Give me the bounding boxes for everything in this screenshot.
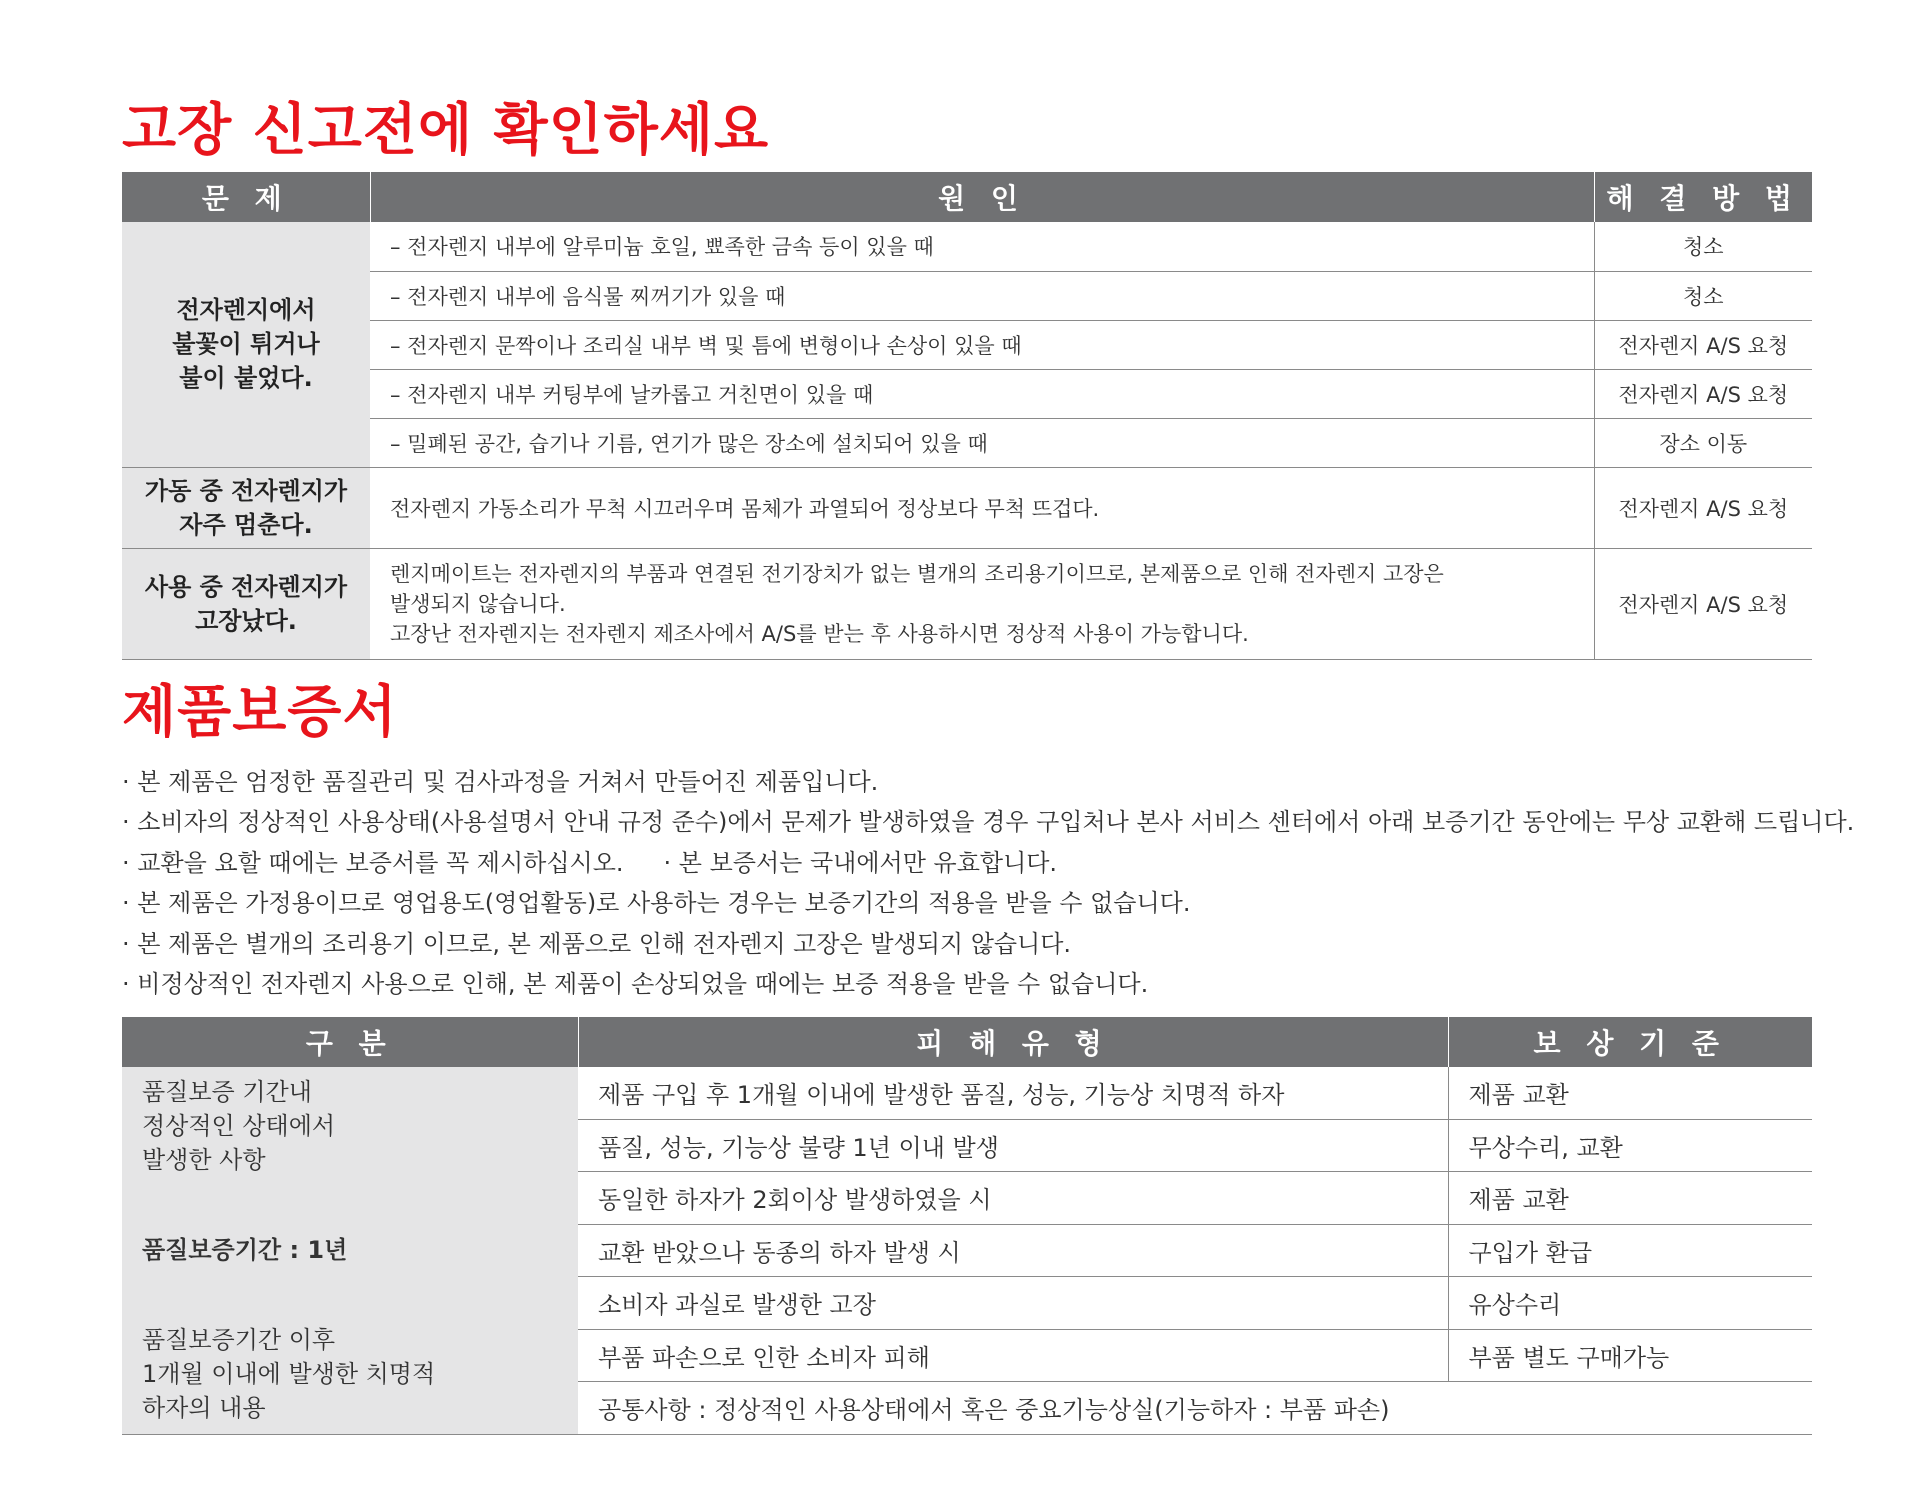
common-note-cell: 공통사항 : 정상적인 사용상태에서 혹은 중요기능상실(기능하자 : 부품 파손) — [578, 1382, 1812, 1435]
solution-cell: 전자렌지 A/S 요청 — [1594, 320, 1812, 369]
category-group-2 — [142, 1323, 578, 1425]
problem-cell — [122, 222, 370, 467]
warranty-table — [122, 1017, 1812, 1435]
category-group-1 — [142, 1075, 578, 1177]
damage-cell: 동일한 하자가 2회이상 발생하였을 시 — [578, 1172, 1448, 1225]
list-item: · 본 제품은 엄정한 품질관리 및 검사과정을 거쳐서 만들어진 제품입니다. — [122, 767, 879, 796]
solution-cell: 청소 — [1594, 271, 1812, 320]
solution-cell: 장소 이동 — [1594, 418, 1812, 467]
table-row — [122, 369, 1812, 418]
list-item: · 본 제품은 별개의 조리용기 이므로, 본 제품으로 인해 전자렌지 고장은 발생되지 않습니다. — [122, 929, 1072, 958]
category-line: 1개월 이내에 발생한 치명적 — [142, 1359, 436, 1388]
cause-cell: – 전자렌지 문짝이나 조리실 내부 벽 및 틈에 변형이나 손상이 있을 때 — [370, 320, 1594, 369]
header-damage-type: 피 해 유 형 — [578, 1017, 1448, 1067]
cause-line: 발생되지 않습니다. — [390, 591, 566, 616]
list-item: · 본 제품은 가정용이므로 영업용도(영업활동)로 사용하는 경우는 보증기간의 적용을 받을 수 없습니다. — [122, 889, 1191, 917]
category-line: 하자의 내용 — [142, 1393, 266, 1422]
warranty-title: 제품보증서 — [122, 679, 398, 745]
solution-cell: 전자렌지 A/S 요청 — [1594, 548, 1812, 659]
category-line: 품질보증 기간내 — [142, 1077, 312, 1106]
warranty-notes — [122, 762, 1855, 1005]
problem-line: 사용 중 전자렌지가 — [144, 572, 348, 601]
note-text: · 교환을 요할 때에는 보증서를 꼭 제시하십시오. — [122, 848, 624, 877]
cause-cell: – 전자렌지 내부에 알루미늄 호일, 뾰족한 금속 등이 있을 때 — [370, 222, 1594, 271]
compensation-cell: 유상수리 — [1448, 1277, 1812, 1330]
damage-cell: 제품 구입 후 1개월 이내에 발생한 품질, 성능, 기능상 치명적 하자 — [578, 1067, 1448, 1120]
list-item: · 소비자의 정상적인 사용상태(사용설명서 안내 규정 준수)에서 문제가 발생하였을 경우 구입처나 본사 서비스 센터에서 아래 보증기간 동안에는 무상 교환해 드립니다. — [122, 808, 1855, 836]
damage-cell: 부품 파손으로 인한 소비자 피해 — [578, 1329, 1448, 1382]
troubleshooting-title: 고장 신고전에 확인하세요 — [122, 98, 770, 163]
header-cause: 원 인 — [370, 172, 1594, 222]
table-row — [122, 418, 1812, 467]
list-item: · 비정상적인 전자렌지 사용으로 인해, 본 제품이 손상되었을 때에는 보증 적용을 받을 수 없습니다. — [122, 970, 1149, 998]
table-row — [122, 222, 1812, 271]
damage-cell: 품질, 성능, 기능상 불량 1년 이내 발생 — [578, 1119, 1448, 1172]
header-category: 구 분 — [122, 1017, 578, 1067]
table-header-row — [122, 1017, 1812, 1067]
category-line: 발생한 사항 — [142, 1145, 266, 1174]
troubleshooting-table — [122, 172, 1812, 660]
problem-line: 가동 중 전자렌지가 — [144, 476, 348, 505]
cause-cell: – 밀폐된 공간, 습기나 기름, 연기가 많은 장소에 설치되어 있을 때 — [370, 418, 1594, 467]
table-row — [122, 548, 1812, 659]
solution-cell: 전자렌지 A/S 요청 — [1594, 467, 1812, 548]
table-row — [122, 320, 1812, 369]
problem-line: 불이 붙었다. — [179, 364, 313, 393]
problem-line: 전자렌지에서 — [176, 296, 316, 325]
solution-cell: 청소 — [1594, 222, 1812, 271]
cause-cell: 전자렌지 가동소리가 무척 시끄러우며 몸체가 과열되어 정상보다 무척 뜨겁다. — [370, 467, 1594, 548]
cause-cell: – 전자렌지 내부에 음식물 찌꺼기가 있을 때 — [370, 271, 1594, 320]
page — [122, 90, 1855, 1435]
solution-cell: 전자렌지 A/S 요청 — [1594, 369, 1812, 418]
damage-cell: 소비자 과실로 발생한 고장 — [578, 1277, 1448, 1330]
list-item — [122, 843, 1812, 884]
problem-line: 불꽃이 튀거나 — [172, 330, 320, 359]
compensation-cell: 제품 교환 — [1448, 1067, 1812, 1120]
table-header-row — [122, 172, 1812, 222]
problem-cell — [122, 548, 370, 659]
header-compensation: 보 상 기 준 — [1448, 1017, 1812, 1067]
cause-cell — [370, 548, 1594, 659]
header-solution: 해 결 방 법 — [1594, 172, 1812, 222]
table-row — [122, 467, 1812, 548]
cause-line: 렌지메이트는 전자렌지의 부품과 연결된 전기장치가 없는 별개의 조리용기이므로, 본제품으로 인해 전자렌지 고장은 — [390, 561, 1444, 586]
problem-line: 자주 멈춘다. — [179, 510, 313, 539]
table-row — [122, 1067, 1812, 1120]
category-line: 품질보증기간 이후 — [142, 1325, 336, 1354]
compensation-cell: 제품 교환 — [1448, 1172, 1812, 1225]
damage-cell: 교환 받았으나 동종의 하자 발생 시 — [578, 1224, 1448, 1277]
category-cell — [122, 1067, 578, 1435]
compensation-cell: 무상수리, 교환 — [1448, 1119, 1812, 1172]
cause-cell: – 전자렌지 내부 커팅부에 날카롭고 거친면이 있을 때 — [370, 369, 1594, 418]
compensation-cell: 부품 별도 구매가능 — [1448, 1329, 1812, 1382]
problem-cell — [122, 467, 370, 548]
compensation-cell: 구입가 환급 — [1448, 1224, 1812, 1277]
cause-line: 고장난 전자렌지는 전자렌지 제조사에서 A/S를 받는 후 사용하시면 정상적 사용이 가능합니다. — [390, 621, 1249, 646]
note-text: · 본 보증서는 국내에서만 유효합니다. — [663, 848, 1058, 877]
header-problem: 문 제 — [122, 172, 370, 222]
problem-line: 고장났다. — [195, 606, 297, 635]
warranty-period: 품질보증기간 : 1년 — [142, 1235, 348, 1264]
category-line: 정상적인 상태에서 — [142, 1111, 336, 1140]
table-row — [122, 271, 1812, 320]
